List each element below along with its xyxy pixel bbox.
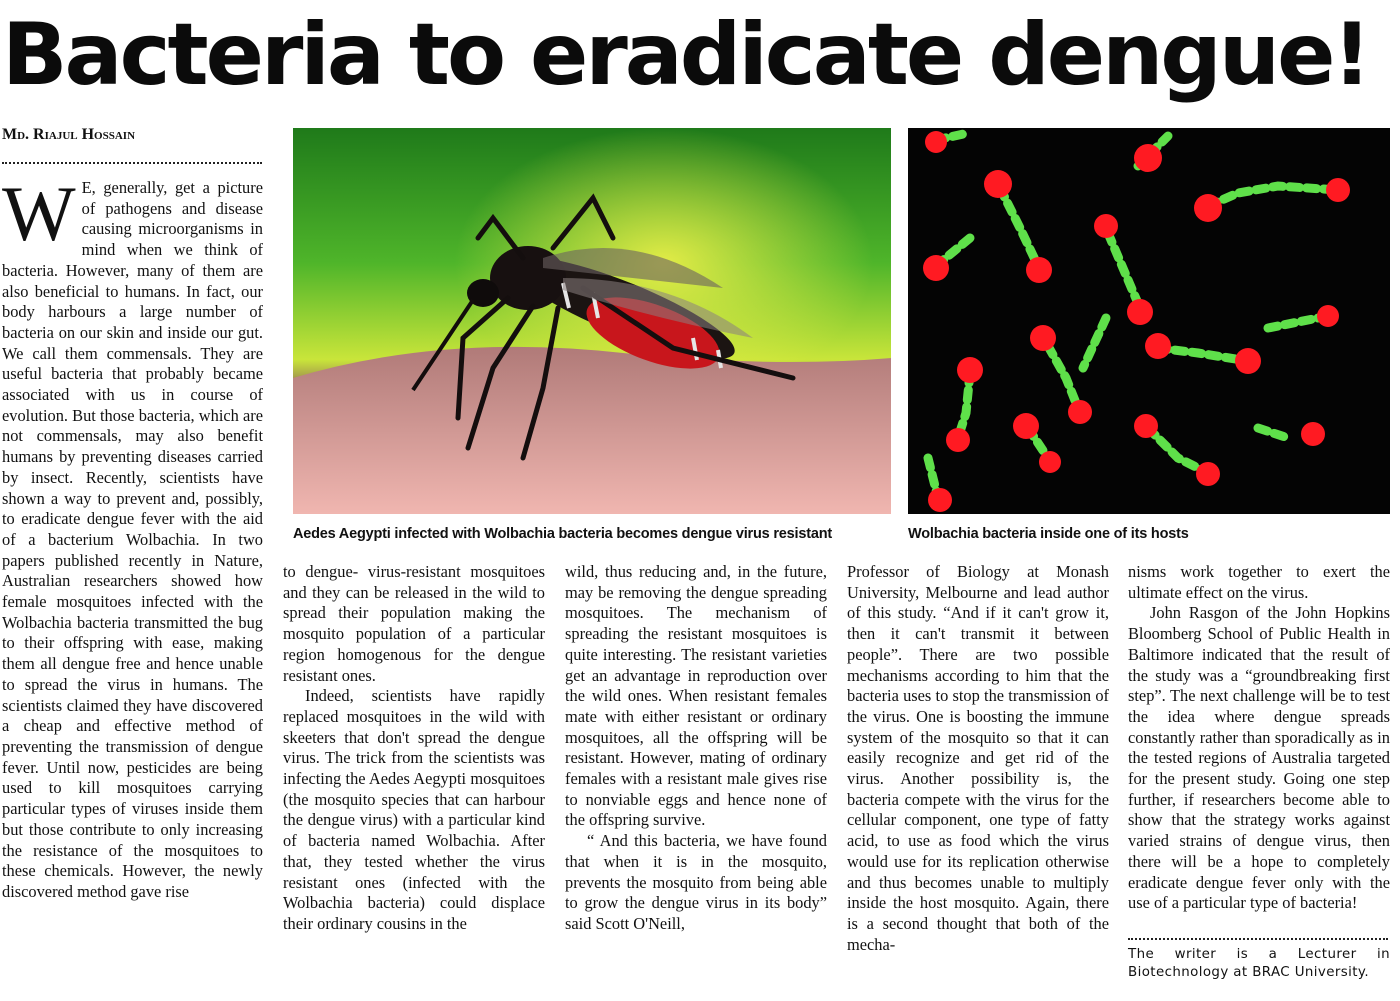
article-column-2 (283, 562, 545, 984)
author-note: The writer is a Lecturer in Biotechnology at BRAC University. (1128, 947, 1390, 980)
column-2-paragraph-1: to dengue- virus-resistant mosquitoes and they can be released in the wild to spread their population making the mosquito population of a particular region homogenous for the dengue resistant ones. (283, 562, 545, 685)
wolbachia-photo (908, 128, 1390, 514)
mosquito-illustration (293, 128, 891, 514)
mosquito-photo (293, 128, 891, 514)
column-2-paragraph-2: Indeed, scientists have rapidly replaced mosquitoes in the wild with skeeters that don't spread the dengue virus. The trick from the scientists was infecting the Aedes Aegypti mosquitoes (the mosquito species that can harbour the dengue virus) with a particular kind of bacteria named Wolbachia. After that, they tested whether the virus resistant ones (infected with the Wolbachia bacteria) could displace their ordinary cousins in the (283, 686, 545, 933)
headline: Bacteria to eradicate dengue! (2, 5, 1369, 105)
byline: Md. Riajul Hossain (2, 126, 136, 143)
article-column-5 (1128, 562, 1390, 930)
photo-caption-bacteria: Wolbachia bacteria inside one of its hosts (908, 526, 1189, 542)
drop-cap: W (2, 178, 76, 257)
column-3-paragraph-1: wild, thus reducing and, in the future, may be removing the dengue spreading mosquitoes. The mechanism of spreading the resistant mosquitoes is quite interesting. The resistant varieties get an advantage in reproduction over the wild ones. When resistant females mate with either resistant or ordinary mosquitoes, all the offspring will be resistant. However, mating of ordinary females with a resistant male gives rise to nonviable eggs and hence none of the offspring survive. (565, 562, 827, 830)
column-5-paragraph-1: nisms work together to exert the ultimate effect on the virus. (1128, 562, 1390, 602)
column-1-text: E, generally, get a picture of pathogens and disease causing microorganisms in mind when we think of bacteria. However, many of them are also beneficial to humans. In fact, our body harbours a large number of bacteria on our skin and inside our gut. We call them commensals. They are useful bacteria that probably became associated with us in course of evolution. But those bacteria, which are not commensals, may also benefit humans by preventing diseases carried by insect. Recently, scientists have shown a way to prevent and, possibly, to eradicate dengue fever with the aid of a bacterium Wolbachia. In two papers published recently in Nature, Australian researchers showed how female mosquitoes infected with the Wolbachia bacteria transmitted the bug to their offspring with ease, making them all dengue free and hence unable to spread the virus in humans. The scientists claimed they have discovered a cheap and effective method of preventing the transmission of dengue fever. Until now, pesticides are being used to kill mosquitoes carrying particular types of viruses inside them but those contribute to only increasing the resistance of the mosquitoes to these chemicals. However, the newly discovered method gave rise (2, 178, 263, 901)
article-column-3 (565, 562, 827, 984)
column-5-paragraph-2: John Rasgon of the John Hopkins Bloomberg School of Public Health in Baltimore indicated that the result of the study was a “groundbreaking first step”. The next challenge will be to test the idea where dengue spreads constantly rather than sporadically as in the tested regions of Australia targeted for the present study. Going one step further, if researchers become able to show that the strategy works against varied strains of dengue virus, then there will be a hope to completely eradicate dengue fever only with the use of a particular type of bacteria! (1128, 603, 1390, 913)
footnote-divider (1128, 938, 1388, 940)
article-column-4 (847, 562, 1109, 984)
column-3-paragraph-2: “ And this bacteria, we have found that when it is in the mosquito, prevents the mosquito from being able to grow the dengue virus in its body” said Scott O'Neill, (565, 831, 827, 933)
photo-caption-mosquito: Aedes Aegypti infected with Wolbachia bacteria becomes dengue virus resistant (293, 526, 832, 542)
byline-divider (2, 162, 262, 164)
article-column-1 (2, 178, 263, 984)
column-4-paragraph-1: Professor of Biology at Monash University, Melbourne and lead author of this study. “And if it can't grow it, then it can't transmit it between people”. There are two possible mechanisms according to him that the bacteria uses to stop the transmission of the virus. One is boosting the immune system of the mosquito so that it can easily recognize and get rid of the virus. Another possibility is, the bacteria compete with the virus for the cellular component, one type of fatty acid, to use as food which the virus would use for its replication otherwise and thus becomes unable to multiply inside the host mosquito. Again, there is a second thought that both of the mecha- (847, 562, 1109, 954)
bacteria-illustration (908, 128, 1390, 514)
